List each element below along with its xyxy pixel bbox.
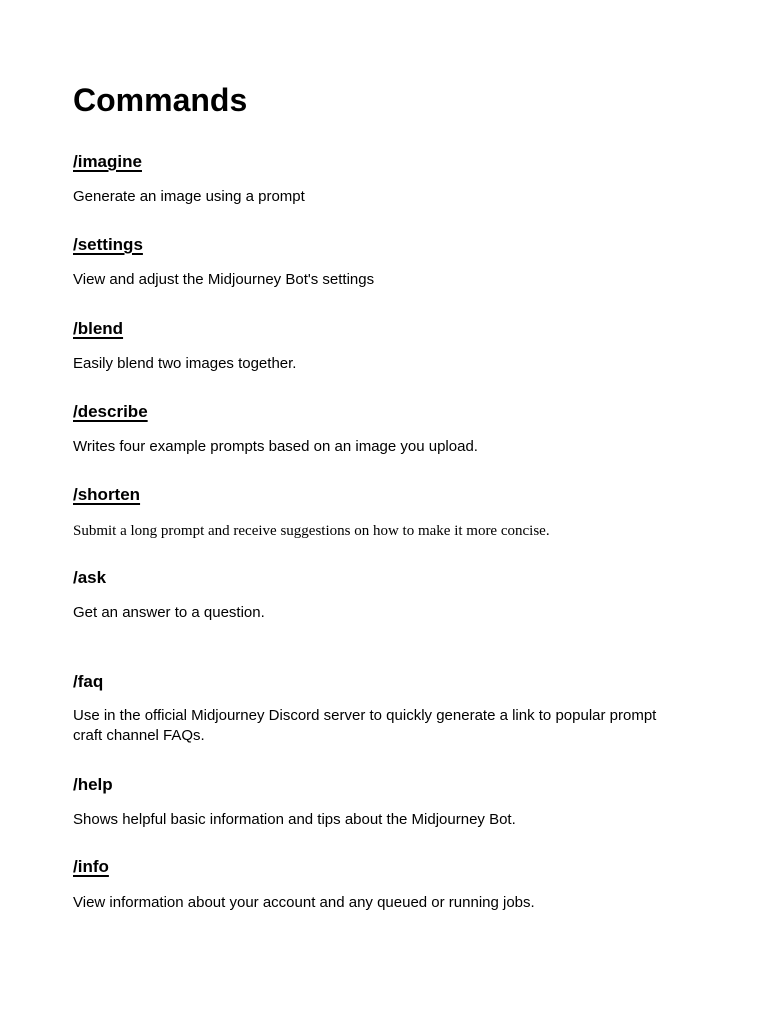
command-settings-heading: /settings [73, 235, 143, 254]
command-help-heading: /help [73, 775, 113, 794]
page-title: Commands [73, 82, 248, 118]
command-blend-description: Easily blend two images together. [73, 355, 297, 372]
command-imagine-heading: /imagine [73, 152, 142, 171]
command-describe-description: Writes four example prompts based on an image you upload. [73, 438, 478, 455]
command-faq-heading: /faq [73, 672, 104, 691]
command-info-description: View information about your account and any queued or running jobs. [73, 894, 535, 911]
command-faq-description: Use in the official Midjourney Discord server to quickly generate a link to popular prompt craft channel FAQs. [73, 707, 657, 744]
command-imagine-description: Generate an image using a prompt [73, 188, 305, 205]
command-shorten-description: Submit a long prompt and receive suggestions on how to make it more concise. [73, 523, 550, 539]
command-ask-heading: /ask [73, 568, 107, 587]
command-describe-heading: /describe [73, 402, 148, 421]
command-blend-heading: /blend [73, 319, 124, 338]
command-ask-description: Get an answer to a question. [73, 604, 265, 621]
command-info-heading: /info [73, 857, 109, 876]
command-shorten-heading: /shorten [73, 485, 141, 504]
command-settings-description: View and adjust the Midjourney Bot's settings [73, 271, 375, 288]
command-help-description: Shows helpful basic information and tips about the Midjourney Bot. [73, 811, 516, 828]
